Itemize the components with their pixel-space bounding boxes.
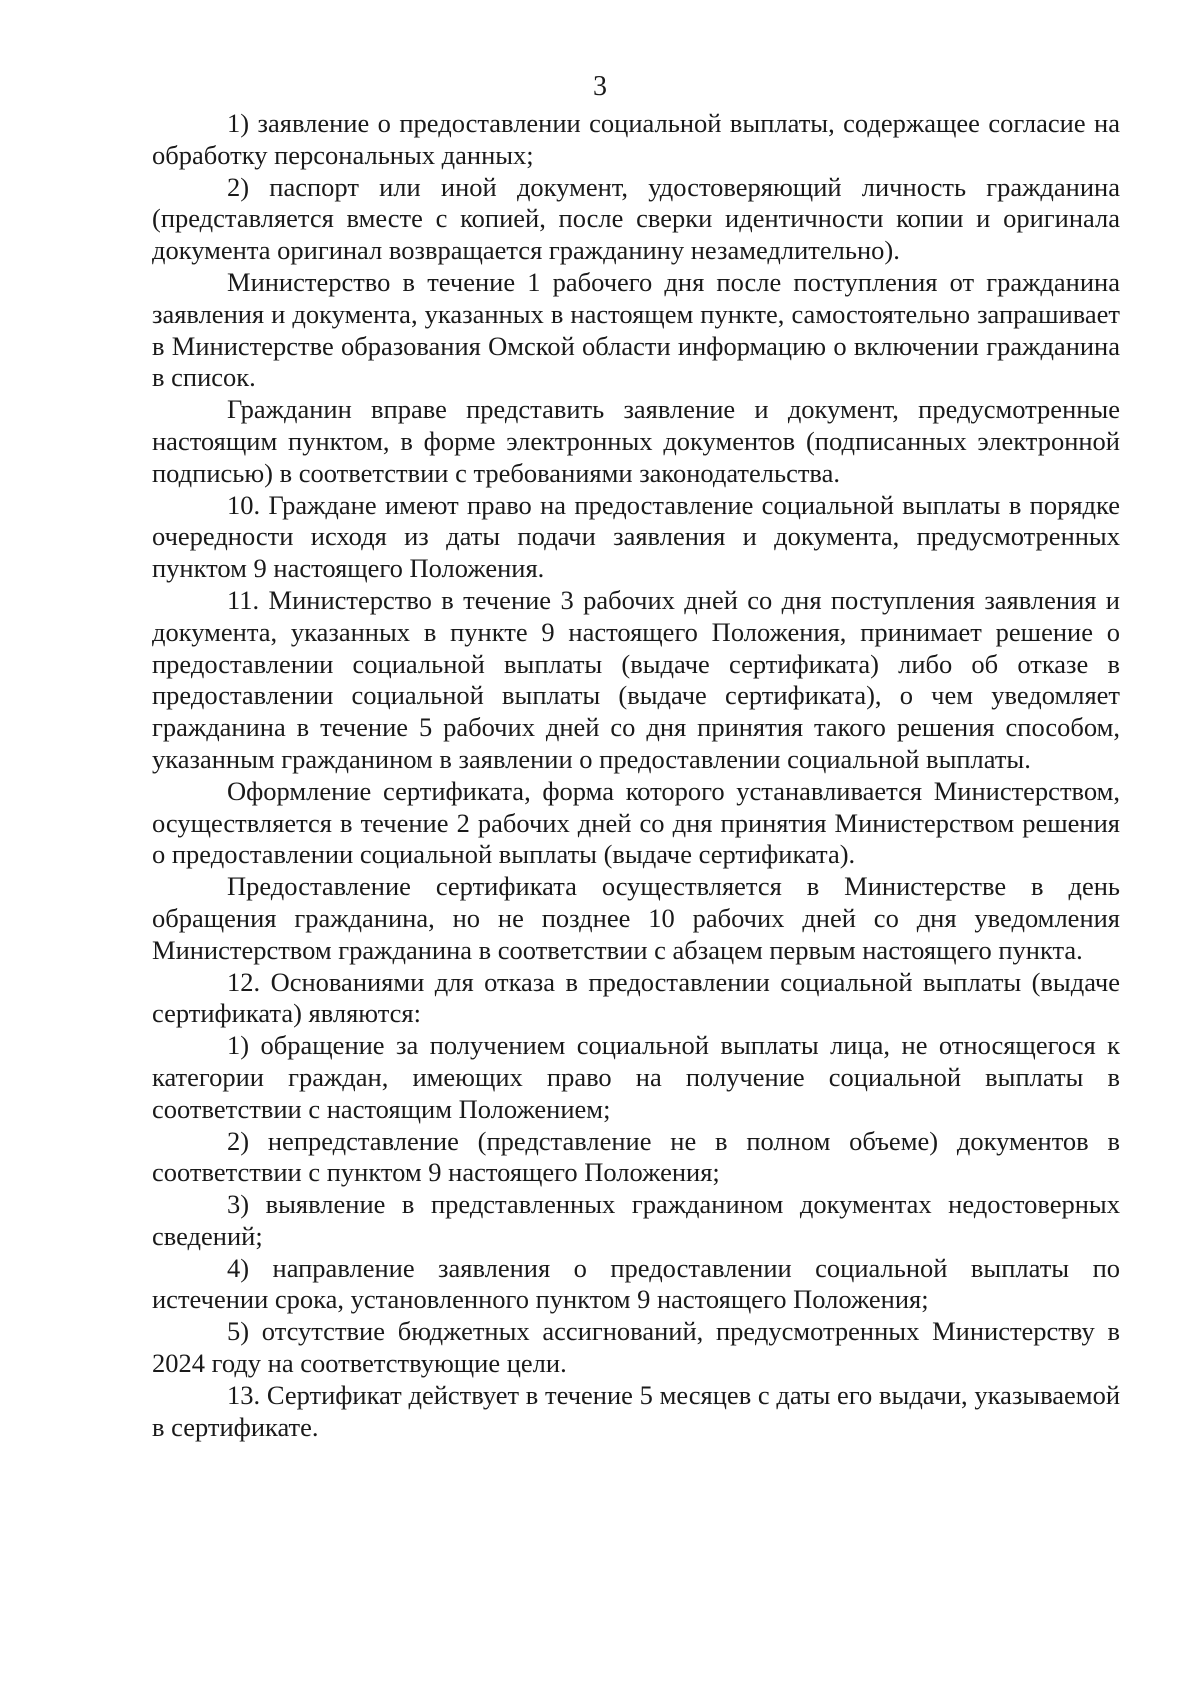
- paragraph-passport: 2) паспорт или иной документ, удостоверяющий личность гражданина (представляется вместе с копией, после сверки идентичности копии и оригинала документа оригинал возвращается гражданину незамедлительно).: [152, 171, 1120, 266]
- paragraph-refusal-2: 2) непредставление (представление не в полном объеме) документов в соответствии с пунктом 9 настоящего Положения;: [152, 1125, 1120, 1188]
- paragraph-refusal-3: 3) выявление в представленных гражданином документах недостоверных сведений;: [152, 1189, 1120, 1251]
- paragraph-refusal-5: 5) отсутствие бюджетных ассигнований, предусмотренных Министерству в 2024 году на соответствующие цели.: [152, 1316, 1120, 1379]
- paragraph-ministry-request: Министерство в течение 1 рабочего дня после поступления от гражданина заявления и документа, указанных в настоящем пункте, самостоятельно запрашивает в Министерстве образования Омской области информацию о включении гражданина в список.: [152, 266, 1120, 393]
- paragraph-application: 1) заявление о предоставлении социальной выплаты, содержащее согласие на обработку персональных данных;: [152, 108, 1120, 170]
- paragraph-clause-10: 10. Граждане имеют право на предоставление социальной выплаты в порядке очередности исходя из даты подачи заявления и документа, предусмотренных пунктом 9 настоящего Положения.: [152, 489, 1120, 584]
- paragraph-certificate-registration: Оформление сертификата, форма которого устанавливается Министерством, осуществляется в течение 2 рабочих дней со дня принятия Министерством решения о предоставлении социальной выплаты (выдаче сертификата).: [152, 775, 1120, 870]
- paragraph-certificate-issue: Предоставление сертификата осуществляется в Министерстве в день обращения гражданина, но не позднее 10 рабочих дней со дня уведомления Министерством гражданина в соответствии с абзацем первым настоящего пункта.: [152, 871, 1120, 965]
- paragraph-clause-11: 11. Министерство в течение 3 рабочих дней со дня поступления заявления и документа, указанных в пункте 9 настоящего Положения, принимает решение о предоставлении социальной выплаты (выдаче сертификата) либо об отказе в предоставлении социальной выплаты (выдаче сертификата), о чем уведомляет гражданина в течение 5 рабочих дней со дня принятия такого решения способом, указанным гражданином в заявлении о предоставлении социальной выплаты.: [152, 584, 1120, 774]
- paragraph-clause-12: 12. Основаниями для отказа в предоставлении социальной выплаты (выдаче сертификата) являются:: [152, 966, 1120, 1029]
- page-number: 3: [593, 71, 607, 102]
- document-body: [152, 108, 1120, 1443]
- paragraph-refusal-1: 1) обращение за получением социальной выплаты лица, не относящегося к категории граждан, имеющих право на получение социальной выплаты в соответствии с настоящим Положением;: [152, 1030, 1120, 1124]
- paragraph-refusal-4: 4) направление заявления о предоставлении социальной выплаты по истечении срока, установленного пунктом 9 настоящего Положения;: [152, 1252, 1120, 1315]
- paragraph-electronic-documents: Гражданин вправе представить заявление и документ, предусмотренные настоящим пунктом, в форме электронных документов (подписанных электронной подписью) в соответствии с требованиями законодательства.: [152, 394, 1120, 488]
- paragraph-clause-13: 13. Сертификат действует в течение 5 месяцев с даты его выдачи, указываемой в сертификате.: [152, 1379, 1120, 1442]
